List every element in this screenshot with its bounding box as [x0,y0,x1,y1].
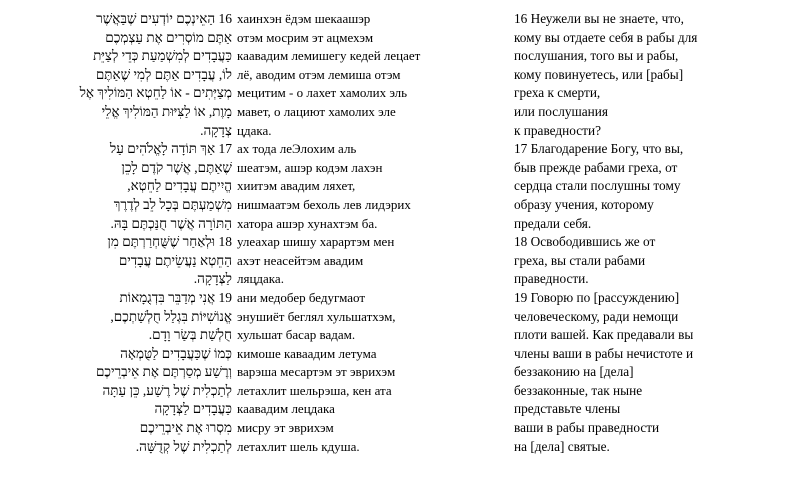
hebrew-line: מִסְרוּ אֶת אֵיבְרֵיכֶם [139,420,232,436]
transliteration-line: хиитэм авадим ляхет, [237,178,356,194]
transliteration-line: мавет, о лациют хамолих эле [237,103,396,119]
hebrew-line: 16 הַאֵינְכֶם יוֹדְעִים שֶׁבַּאֲשֶׁר [96,11,232,26]
russian-line: кому повинуетесь, или [рабы] [514,66,684,82]
russian-line: предали себя. [514,215,592,231]
hebrew-line: 19 אֲנִי מְדַבֵּר בִּדְגֻמָאוֹת [119,289,232,305]
russian-text-column [514,10,794,456]
russian-line: быв прежде рабами греха, от [514,159,678,175]
transliteration-line: цдака. [237,122,272,138]
hebrew-line: הֱיִיתֶם עֲבָדִים לַחֵטְא, [127,178,232,194]
transliteration-line: летахлит шельрэша, кен ата [237,382,392,398]
hebrew-line: 17 אַךְ תּוֹדָה לָאֱלֹהִים עַל [109,141,232,157]
hebrew-line: צְדָקָה. [200,122,232,138]
russian-line: греха к смерти, [514,85,601,101]
hebrew-line: מִשְׁמַעְתֶּם בְּכָל לֵב לְדֶרֶךְ [113,196,232,212]
hebrew-line: לוֹ, עֲבָדִים אַתֶּם לְמִי שֶׁאַתֶּם [95,66,232,82]
transliteration-line: нишмаатэм бехоль лев лидэрих [237,196,411,212]
russian-line: плоти вашей. Как предавали вы [514,327,694,343]
transliteration-line: мецитим - о лахет хамолих эль [237,85,408,101]
transliteration-line: энушиёт беглял хульшатхэм, [237,308,396,324]
russian-line: человеческому, ради немощи [514,308,679,324]
hebrew-line: מָוֶת, אוֹ לַצִּיּוּת הַמּוֹלִיךְ אֱלֵי [101,103,232,119]
transliteration-line: хаинхэн ёдэм шекаашэр [237,11,371,26]
hebrew-line: חֻלְשַׁת בְּשַׂר וָדָם. [148,327,232,343]
transliteration-line: лё, аводим отэм лемиша отэм [237,66,401,82]
hebrew-line: הַתּוֹרָה אֲשֶׁר חֻנַּכְתֶּם בָּהּ. [110,215,232,231]
russian-line: беззаконию на [дела] [514,364,634,380]
russian-line: греха, вы стали рабами [514,252,646,268]
russian-line: праведности. [514,271,589,287]
transliteration-line: варэша месартэм эт эврихэм [237,364,396,380]
transliteration-line: ахэт неасейтэм авадим [237,252,364,268]
transliteration-line: кимоше каваадим летума [237,345,377,361]
transliteration-line: мисру эт эврихэм [237,420,334,436]
russian-line: сердца стали послушны тому [514,178,681,194]
transliteration-line: летахлит шель кдуша. [237,438,360,454]
transliteration-line: шеатэм, ашэр кодэм лахэн [237,159,383,175]
russian-line: 17 Благодарение Богу, что вы, [514,141,684,157]
transliteration-line: улеахар шишу харартэм мен [237,234,395,250]
russian-line: на [дела] святые. [514,438,610,454]
russian-line: члены ваши в рабы нечистоте и [514,345,694,361]
hebrew-line: לְתַכְלִית שֶׁל רֶשַׁע, כֵּן עַתָּה [102,382,232,398]
transliteration-line: каавадим лецдака [237,401,335,417]
transliteration-line: ах тода леЭлохим аль [237,141,357,157]
hebrew-line: מְצַיְּתִים - אוֹ לַחֵטְא הַמּוֹלִיךְ אֶל [79,85,232,101]
transliteration-line: отэм мосрим эт ацмехэм [237,29,374,45]
russian-line: образу учения, которому [514,196,654,212]
hebrew-line: לְתַכְלִית שֶׁל קְדֻשָּׁה. [135,438,232,454]
russian-line: к праведности? [514,122,601,138]
hebrew-line: כַּעֲבָדִים לַצְּדָקָה [154,401,232,417]
transliteration-line: хатора ашэр хунахтэм ба. [237,215,378,231]
russian-line: беззаконные, так ныне [514,382,643,398]
transliteration-line: ани медобер бедугмаот [237,289,366,305]
russian-line: ваши в рабы праведности [514,420,660,436]
russian-line: 16 Неужели вы не знаете, что, [514,11,684,26]
russian-line: 19 Говорю по [рассуждению] [514,289,680,305]
russian-line: 18 Освободившись же от [514,234,656,250]
russian-line: или послушания [514,103,608,119]
hebrew-line: 18 וּלְאַחַר שֶׁשֻּׁחְרַרְתֶּם מִן [107,234,232,250]
hebrew-line: הַחֵטְא נַעֲשֵׂיתֶם עֲבָדִים [118,252,232,268]
transliteration-line: ляцдака. [237,271,284,287]
transliteration-line: каавадим лемишегу кедей лецает [237,48,421,64]
hebrew-line: לַצְּדָקָה. [193,271,232,287]
russian-line: представьте члены [514,401,621,417]
hebrew-line: אַתֶּם מוֹסְרִים אֶת עַצְמְכֶם [105,29,232,45]
hebrew-line: כְּמוֹ שֶׁכַּעֲבָדִים לַטֻּמְאָה [120,345,232,361]
transliteration-text-column [237,10,487,456]
hebrew-line: שֶׁאַתֶּם, אֲשֶׁר קֹדֶם לָכֵן [121,159,232,175]
hebrew-text-column [40,10,232,456]
russian-line: послушания, того вы и рабы, [514,48,679,64]
hebrew-line: כַּעֲבָדִים לְמִשְׁמַעַת כְּדֵי לְצַיֵּת [93,48,232,64]
hebrew-line: וְרֶשַׁע מְסַרְתֶּם אֶת אֵיבְרֵיכֶם [95,364,232,380]
hebrew-line: אֱנוֹשִׁיּוֹת בִּגְלַל חֻלְשַׁתְכֶם, [110,308,232,324]
transliteration-line: хульшат басар вадам. [237,327,356,343]
russian-line: кому вы отдаете себя в рабы для [514,29,698,45]
